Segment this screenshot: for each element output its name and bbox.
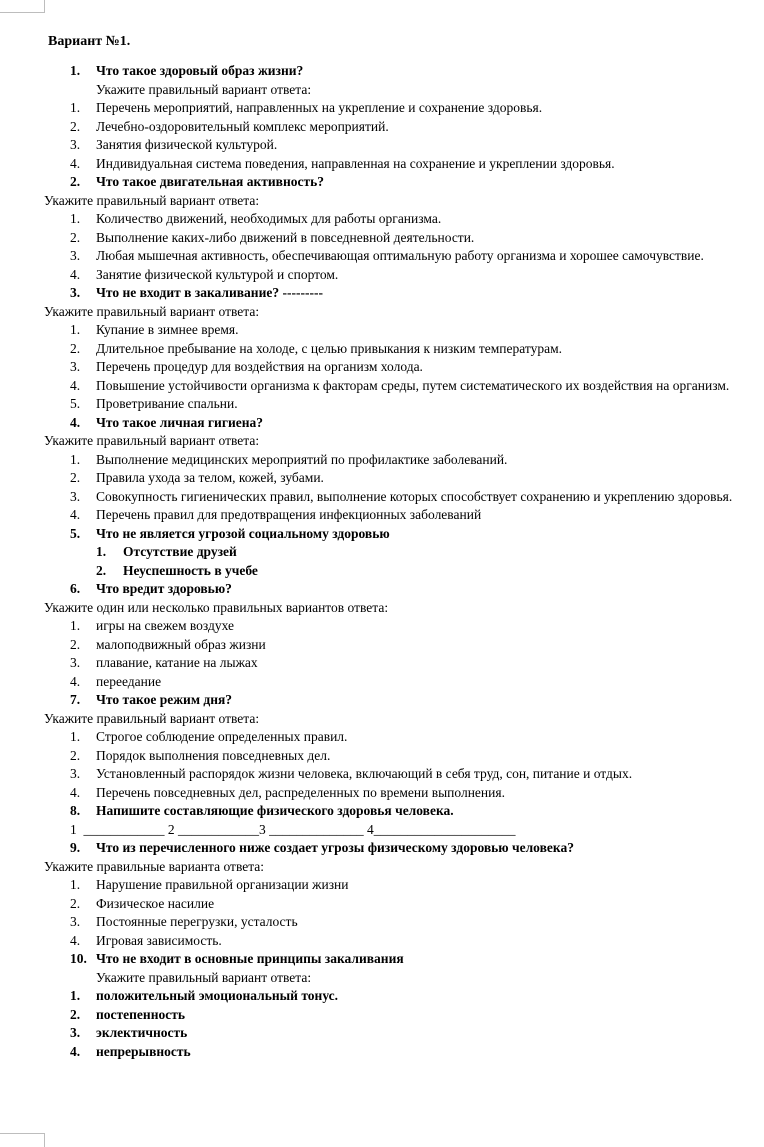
answer-option: [0, 784, 764, 803]
option-text: игры на свежем воздухе: [96, 618, 235, 633]
question-text: Напишите составляющие физического здоровья человека.: [96, 803, 454, 818]
option-text: постепенность: [96, 1006, 185, 1022]
option-number: 4.: [70, 155, 81, 171]
question-number: 6.: [70, 581, 81, 596]
answer-instruction: Укажите правильный вариант ответа:: [44, 192, 260, 208]
option-text: Строгое соблюдение определенных правил.: [96, 729, 348, 744]
question-list: [0, 62, 764, 1061]
option-text: Повышение устойчивости организма к факторам среды, путем систематического их воздействия на организм.: [96, 377, 730, 393]
question-number: 3.: [70, 285, 81, 300]
question-number: 5.: [70, 525, 81, 541]
option-text: Количество движений, необходимых для работы организма.: [96, 211, 442, 226]
option-number: 4.: [70, 1043, 81, 1059]
answer-option: [0, 543, 764, 562]
option-text: Длительное пребывание на холоде, с целью привыкания к низким температурам.: [96, 340, 563, 356]
option-text: Перечень мероприятий, направленных на укрепление и сохранение здоровья.: [96, 100, 543, 115]
question: [0, 284, 764, 303]
answer-fill-line: 1 ____________ 2 ____________3 ______________ 4_____________________: [70, 821, 516, 837]
question-number: 2.: [70, 174, 81, 189]
option-text: Отсутствие друзей: [123, 544, 237, 559]
option-number: 1.: [70, 877, 81, 892]
question: [0, 525, 764, 544]
question-text: Что такое двигательная активность?: [96, 174, 324, 189]
option-number: 4.: [70, 507, 81, 522]
option-text: Любая мышечная активность, обеспечивающая оптимальную работу организма и хорошее самочувствие.: [96, 248, 704, 263]
option-text: Неуспешность в учебе: [123, 562, 258, 578]
option-text: Порядок выполнения повседневных дел.: [96, 747, 331, 763]
answer-instruction: Укажите правильный вариант ответа:: [44, 710, 260, 726]
option-number: 5.: [70, 396, 81, 411]
option-number: 2.: [70, 118, 81, 134]
option-number: 4.: [70, 673, 81, 689]
option-number: 1.: [70, 451, 81, 467]
page-corner-mark-bottom: [0, 1133, 45, 1147]
question: [0, 691, 764, 710]
answer-instruction: Укажите правильные варианта ответа:: [44, 858, 265, 874]
question-text: Что не входит в основные принципы закаливания: [96, 951, 404, 966]
question-number: 1.: [70, 63, 81, 78]
question: [0, 839, 764, 858]
question-text: Что не входит в закаливание? ---------: [96, 285, 323, 300]
option-text: плавание, катание на лыжах: [96, 655, 258, 670]
option-text: Нарушение правильной организации жизни: [96, 877, 349, 892]
question-number: 9.: [70, 840, 81, 855]
answer-option: [0, 229, 764, 248]
option-number: 2.: [96, 562, 107, 578]
answer-option: [0, 728, 764, 747]
answer-option: [0, 747, 764, 766]
question-text: Что такое здоровый образ жизни?: [96, 63, 304, 78]
question-number: 10.: [70, 951, 87, 966]
answer-instruction: Укажите правильный вариант ответа:: [44, 433, 260, 448]
answer-option: [0, 913, 764, 932]
option-number: 1.: [70, 988, 81, 1003]
question: [0, 580, 764, 599]
option-number: 4.: [70, 784, 81, 800]
option-text: Перечень повседневных дел, распределенных по времени выполнения.: [96, 784, 505, 800]
option-number: 2.: [70, 895, 81, 911]
question-text: Что из перечисленного ниже создает угрозы физическому здоровью человека?: [96, 840, 574, 855]
option-text: Перечень правил для предотвращения инфекционных заболеваний: [96, 507, 482, 522]
answer-option: [0, 118, 764, 137]
option-text: Индивидуальная система поведения, направленная на сохранение и укреплении здоровья.: [96, 155, 615, 171]
answer-option: [0, 340, 764, 359]
option-number: 3.: [70, 1025, 81, 1040]
question-number: 4.: [70, 414, 81, 430]
answer-option: [0, 451, 764, 470]
option-number: 2.: [70, 470, 81, 485]
option-text: Выполнение каких-либо движений в повседневной деятельности.: [96, 229, 475, 245]
answer-option: [0, 987, 764, 1006]
answer-option: [0, 155, 764, 174]
answer-option: [0, 488, 764, 507]
question-text: Что не является угрозой социальному здоровью: [96, 525, 390, 541]
option-number: 3.: [70, 359, 81, 374]
option-number: 3.: [70, 655, 81, 670]
option-text: Выполнение медицинских мероприятий по профилактике заболеваний.: [96, 451, 508, 467]
option-text: Правила ухода за телом, кожей, зубами.: [96, 470, 324, 485]
option-text: Занятие физической культурой и спортом.: [96, 266, 339, 282]
answer-option: [0, 617, 764, 636]
option-text: малоподвижный образ жизни: [96, 636, 266, 652]
option-number: 3.: [70, 914, 81, 929]
option-text: Перечень процедур для воздействия на организм холода.: [96, 359, 423, 374]
answer-option: [0, 1043, 764, 1062]
question: [0, 802, 764, 821]
answer-option: [0, 876, 764, 895]
option-text: Занятия физической культурой.: [96, 137, 278, 152]
option-number: 4.: [70, 932, 81, 948]
answer-option: [0, 377, 764, 396]
question-number: 7.: [70, 692, 81, 707]
question: [0, 173, 764, 192]
option-text: Совокупность гигиенических правил, выполнение которых способствует сохранению и укреплению здоровья.: [96, 488, 733, 504]
question: [0, 414, 764, 433]
answer-option: [0, 247, 764, 266]
option-text: непрерывность: [96, 1043, 191, 1059]
option-text: Установленный распорядок жизни человека, включающий в себя труд, сон, питание и отдых.: [96, 766, 633, 781]
answer-option: [0, 506, 764, 525]
answer-instruction: Укажите правильный вариант ответа:: [96, 969, 312, 985]
option-text: Постоянные перегрузки, усталость: [96, 914, 298, 929]
option-text: Лечебно-оздоровительный комплекс мероприятий.: [96, 118, 389, 134]
option-number: 1.: [70, 322, 81, 337]
option-number: 2.: [70, 636, 81, 652]
answer-option: [0, 321, 764, 340]
answer-option: [0, 765, 764, 784]
option-number: 1.: [70, 618, 81, 633]
option-number: 1.: [70, 729, 81, 744]
option-number: 2.: [70, 229, 81, 245]
option-number: 4.: [70, 266, 81, 282]
option-number: 4.: [70, 377, 81, 393]
answer-option: [0, 266, 764, 285]
option-number: 1.: [70, 100, 81, 115]
option-text: Купание в зимнее время.: [96, 322, 239, 337]
answer-instruction: Укажите правильный вариант ответа:: [96, 81, 312, 97]
option-text: Физическое насилие: [96, 895, 215, 911]
question: [0, 62, 764, 81]
option-number: 1.: [96, 544, 107, 559]
answer-option: [0, 358, 764, 377]
answer-option: [0, 562, 764, 581]
option-text: переедание: [96, 673, 162, 689]
question-number: 8.: [70, 803, 81, 818]
answer-option: [0, 469, 764, 488]
question-text: Что вредит здоровью?: [96, 581, 232, 596]
answer-option: [0, 895, 764, 914]
answer-option: [0, 210, 764, 229]
option-number: 1.: [70, 211, 81, 226]
answer-option: [0, 673, 764, 692]
option-number: 3.: [70, 248, 81, 263]
option-text: Проветривание спальни.: [96, 396, 238, 411]
answer-option: [0, 99, 764, 118]
answer-option: [0, 636, 764, 655]
question-text: Что такое режим дня?: [96, 692, 233, 707]
question-text: Что такое личная гигиена?: [96, 414, 264, 430]
option-number: 3.: [70, 488, 81, 504]
answer-option: [0, 932, 764, 951]
answer-option: [0, 136, 764, 155]
option-number: 3.: [70, 137, 81, 152]
question: [0, 950, 764, 969]
answer-option: [0, 654, 764, 673]
option-number: 2.: [70, 747, 81, 763]
option-text: положительный эмоциональный тонус.: [96, 988, 339, 1003]
answer-option: [0, 395, 764, 414]
answer-option: [0, 1024, 764, 1043]
variant-title: Вариант №1.: [48, 34, 131, 49]
answer-option: [0, 1006, 764, 1025]
page-corner-mark-top: [0, 0, 45, 13]
answer-instruction: Укажите правильный вариант ответа:: [44, 303, 260, 319]
option-number: 2.: [70, 1006, 81, 1022]
option-number: 3.: [70, 766, 81, 781]
option-text: эклектичность: [96, 1025, 188, 1040]
option-text: Игровая зависимость.: [96, 932, 222, 948]
option-number: 2.: [70, 340, 81, 356]
answer-instruction: Укажите один или несколько правильных вариантов ответа:: [44, 599, 389, 615]
